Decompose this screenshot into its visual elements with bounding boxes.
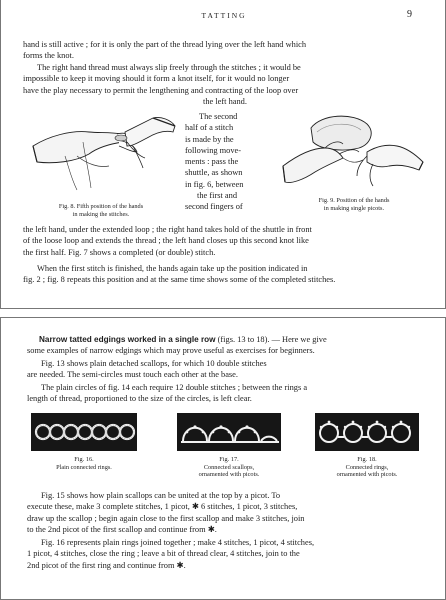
fig17-caption — [171, 456, 287, 479]
text-line: ments : pass the — [185, 157, 239, 167]
text-line: are needed. The semi-circles must touch each other at the base. — [27, 370, 238, 380]
heading-continuation: (figs. 13 to 18). — Here we give — [215, 335, 327, 344]
fig18-lace-image — [315, 413, 419, 451]
text-line: fig. 2 ; fig. 8 repeats this position and at the same time shows some of the completed stitches. — [23, 275, 336, 285]
text-line: to the 2nd picot of the first scallop and continue from ✱. — [27, 524, 217, 534]
text-line: hand is still active ; for it is only the part of the thread lying over the left hand which — [23, 40, 307, 49]
running-head: TATTING — [201, 11, 247, 20]
text-line: shuttle, as shown — [185, 168, 243, 178]
text-line: some examples of narrow edgings which may prove useful as exercises for beginners. — [27, 346, 315, 356]
fig8-hands-illustration — [29, 112, 179, 200]
caption-line: ornamented with picots. — [336, 471, 398, 479]
text-line: When the first stitch is finished, the hands again take up the position indicated in — [37, 264, 308, 273]
caption-line: Fig. 17. — [219, 456, 239, 463]
text-line: The right hand thread must always slip freely through the stitches ; it would be — [37, 63, 301, 72]
text-line: the left hand, under the extended loop ; the right hand takes hold of the shuttle in front — [23, 225, 312, 234]
paragraph-fig16 — [27, 537, 427, 571]
text-line: impossible to keep it moving should it form a knot itself, for it would no longer — [23, 74, 290, 84]
text-line: the left hand. — [203, 96, 247, 106]
text-line: the first half. Fig. 7 shows a completed (or double) stitch. — [23, 247, 216, 257]
paragraph-continuation — [23, 39, 427, 62]
caption-line: Connected rings, — [345, 463, 389, 471]
caption-line: ornamented with picots. — [198, 471, 260, 479]
text-line: second fingers of — [185, 202, 243, 212]
fig9-caption — [279, 197, 429, 212]
text-line: in fig. 6, between — [185, 179, 244, 189]
paragraph-fig13 — [27, 358, 427, 381]
text-line: The plain circles of fig. 14 each require 12 double stitches ; between the rings a — [41, 383, 308, 392]
text-line: forms the knot. — [23, 51, 74, 61]
text-line: of the loose loop and extends the thread ; the left hand closes up this second knot like — [23, 236, 309, 246]
caption-line: in making the stitches. — [72, 210, 130, 218]
fig18-caption — [309, 456, 425, 479]
text-line: Fig. 15 shows how plain scallops can be united at the top by a picot. To — [41, 491, 281, 500]
fig9-hands-illustration — [277, 106, 427, 198]
caption-line: in making single picots. — [323, 204, 385, 212]
fig16-caption — [31, 456, 137, 471]
text-line: length of thread, proportioned to the size of the circles, is left clear. — [27, 394, 252, 404]
text-line: the first and — [197, 191, 238, 201]
text-line: following move- — [185, 145, 242, 155]
fig8-caption — [23, 203, 179, 218]
fig17-lace-image — [177, 413, 281, 451]
center-text-column — [185, 111, 271, 213]
paragraph-left-hand — [23, 224, 427, 258]
text-line: execute these, make 3 complete stitches, 1 picot, ✱ 6 stitches, 1 picot, 3 stitches, — [27, 502, 298, 512]
caption-line: Connected scallops, — [203, 463, 255, 471]
caption-line: Fig. 16. — [74, 456, 94, 463]
paragraph-fig14 — [27, 382, 427, 405]
paragraph-fig15 — [27, 490, 427, 535]
caption-line: Fig. 9. Position of the hands — [318, 197, 390, 204]
text-line: draw up the scallop ; begin again close to the first scallop and make 3 stitches, join — [27, 513, 305, 523]
caption-line: Plain connected rings. — [56, 463, 112, 471]
page-gap — [0, 309, 446, 317]
text-line: 2nd picot of the first ring and continue from ✱. — [27, 560, 186, 570]
text-line: is made by the — [185, 134, 234, 144]
text-line: half of a stitch — [185, 123, 234, 133]
paragraph-heading — [27, 334, 427, 357]
fig16-lace-image — [31, 413, 137, 451]
bottom-page — [0, 317, 446, 600]
paragraph-right-hand-thread — [23, 62, 427, 107]
caption-line: Fig. 8. Fifth position of the hands — [58, 203, 144, 210]
text-line: Fig. 16 represents plain rings joined together ; make 4 stitches, 1 picot, 4 stitches, — [41, 538, 315, 547]
section-heading: Narrow tatted edgings worked in a single row — [39, 335, 216, 344]
text-line: have the play necessary to permit the lengthening and contracting of the loop over — [23, 85, 299, 95]
paragraph-first-stitch — [23, 263, 427, 286]
page-number: 9 — [407, 9, 412, 20]
text-line: Fig. 13 shows plain detached scallops, for which 10 double stitches — [41, 359, 267, 368]
caption-line: Fig. 18. — [357, 456, 377, 463]
text-line: The second — [199, 112, 238, 121]
text-line: 1 picot, 4 stitches, close the ring ; leave a bit of thread clear, 4 stitches, join to the — [27, 549, 300, 559]
